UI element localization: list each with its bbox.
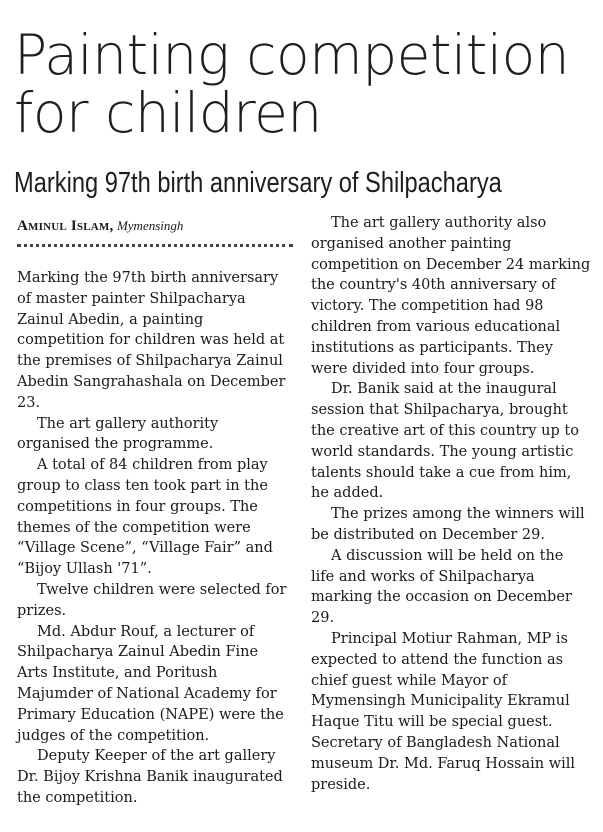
byline-author: Aminul Islam,	[17, 218, 114, 234]
headline	[14, 23, 599, 145]
article-column-right	[311, 213, 591, 795]
paragraph: The art gallery authority organised the programme.	[17, 415, 219, 453]
paragraph: Dr. Banik said at the inaugural session that Shilpacharya, brought the creative art of this country up to world standards. The young artistic talents should take a cue from him, he added.	[311, 381, 579, 502]
byline	[17, 218, 183, 235]
byline-divider	[17, 244, 293, 247]
paragraph: The prizes among the winners will be distributed on December 29.	[311, 506, 585, 543]
paragraph: A total of 84 children from play group to class ten took part in the competitions in four groups. The themes of the competition were “Village Scene”, “Village Fair” and “Bijoy Ullash '71”.	[17, 457, 273, 578]
paragraph: The art gallery authority also organised another painting competition on December 24 marking the country's 40th anniversary of victory. The competition had 98 children from various educational institutions as participants. They were divided into four groups.	[311, 215, 591, 377]
paragraph: Deputy Keeper of the art gallery Dr. Bijoy Krishna Banik inaugurated the competition.	[17, 748, 283, 806]
paragraph: Marking the 97th birth anniversary of master painter Shilpacharya Zainul Abedin, a painting competition for children was held at the premises of Shilpacharya Zainul Abedin Sangrahashala on December 23.	[17, 270, 286, 411]
article-column-left	[17, 268, 293, 809]
paragraph: Md. Abdur Rouf, a lecturer of Shilpacharya Zainul Abedin Fine Arts Institute, and Poritush Majumder of National Academy for Primary Education (NAPE) were the judges of the competition.	[17, 623, 284, 744]
paragraph: Principal Motiur Rahman, MP is expected to attend the function as chief guest while Mayor of Mymensingh Municipality Ekramul Haque Titu will be special guest. Secretary of Bangladesh National museum Dr. Md. Faruq Hossain will preside.	[311, 630, 576, 793]
headline-line-1: Painting competition	[14, 23, 570, 87]
paragraph: Twelve children were selected for prizes.	[17, 581, 287, 619]
subheadline: Marking 97th birth anniversary of Shilpacharya	[14, 167, 502, 199]
paragraph: A discussion will be held on the life and works of Shilpacharya marking the occasion on December 29.	[311, 547, 572, 627]
headline-line-2: for children	[14, 81, 322, 145]
byline-location: Mymensingh	[116, 218, 184, 233]
